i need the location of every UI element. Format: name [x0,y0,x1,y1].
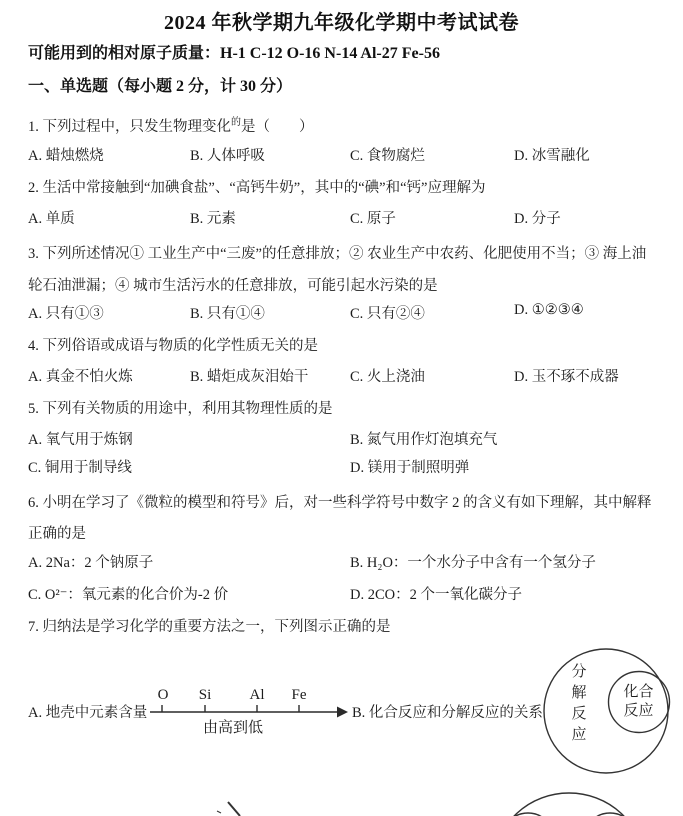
axis-tick-label-al: Al [249,687,265,703]
question-3-options [0,302,683,324]
question-1-stem-pre: 1. 下列过程中，只发生物理变化 [28,119,231,135]
question-1-superscript: 的 [231,117,241,128]
question-5-option-b: B. 氮气用作灯泡填充气 [350,432,498,448]
question-2-option-b: B. 元素 [190,211,236,227]
page-title: 2024 年秋学期九年级化学期中考试试卷 [164,12,519,34]
question-4-option-d: D. 玉不琢不成器 [514,369,619,385]
cutoff-diagram-fragments [217,793,643,816]
atomic-mass-note: 可能用到的相对原子质量：H-1 C-12 O-16 N-14 Al-27 Fe-56 [28,45,440,62]
axis-tick-label-fe: Fe [291,687,307,703]
question-4-option-a: A. 真金不怕火炼 [28,369,133,385]
question-4-option-b: B. 蜡炬成灰泪始干 [190,369,309,385]
question-6-option-a: A. 2Na：2 个钠原子 [28,555,154,571]
venn-inner-label: 化合反应 [623,684,654,719]
question-5-stem: 5. 下列有关物质的用途中，利用其物理性质的是 [28,401,333,417]
question-1-options [0,144,683,166]
question-5-option-a: A. 氧气用于炼钢 [28,432,133,448]
question-6-options-row-2 [0,583,683,605]
question-5-options-row-2 [0,456,683,478]
question-6-option-b: B. H₂O：一个水分子中含有一个氢分子 [350,555,596,571]
axis-arrowhead [337,707,348,718]
question-3-option-b: B. 只有①④ [190,306,265,322]
question-7-option-a-label: A. 地壳中元素含量 [28,705,148,721]
question-5-options-row-1 [0,428,683,450]
cutoff-diagonal-stroke [228,802,240,816]
question-3-stem: 3. 下列所述情况① 工业生产中“三废”的任意排放；② 农业生产中农药、化肥使用不当；③ 海上油轮石油泄漏；④ 城市生活污水的任意排放，可能引起水污染的是 [28,246,647,294]
cutoff-small-mark [217,811,221,813]
question-2-stem: 2. 生活中常接触到“加碘食盐”、“高钙牛奶”，其中的“碘”和“钙”应理解为 [28,180,486,196]
question-6-stem: 6. 小明在学习了《微粒的模型和符号》后，对一些科学符号中数字 2 的含义有如下理解，其中解释正确的是 [28,495,652,542]
question-1-option-a: A. 蜡烛燃烧 [28,148,104,164]
section-heading: 一、单选题（每小题 2 分，计 30 分） [28,78,293,95]
axis-tick-label-o: O [157,687,169,703]
question-6-options-row-1 [0,551,683,573]
question-3-option-d: D. ①②③④ [514,302,584,318]
question-3-option-a: A. 只有①③ [28,306,104,322]
question-1-option-d: D. 冰雪融化 [514,148,590,164]
cutoff-outer-ellipse [495,793,643,816]
question-7-option-b-label: B. 化合反应和分解反应的关系 [352,705,543,721]
question-1-stem [28,113,314,136]
question-5-option-c: C. 铜用于制导线 [28,460,132,476]
question-1-stem-post: 是（ ） [241,119,314,135]
question-6-option-d: D. 2CO：2 个一氧化碳分子 [350,587,522,603]
question-4-options [0,365,683,387]
axis-tick-label-si: Si [198,687,212,703]
question-2-options [0,207,683,229]
question-6-option-c: C. O²⁻：氧元素的化合价为-2 价 [28,587,229,603]
question-2-option-d: D. 分子 [514,211,561,227]
question-1-option-b: B. 人体呼吸 [190,148,265,164]
element-abundance-axis [150,705,338,712]
question-2-option-a: A. 单质 [28,211,75,227]
venn-outer-label: 分解反应 [571,664,587,743]
question-1-option-c: C. 食物腐烂 [350,148,425,164]
question-5-option-d: D. 镁用于制照明弹 [350,460,470,476]
axis-caption: 由高到低 [203,720,264,736]
question-2-option-c: C. 原子 [350,211,396,227]
question-3-option-c: C. 只有②④ [350,306,425,322]
question-4-stem: 4. 下列俗语或成语与物质的化学性质无关的是 [28,338,318,354]
question-7-stem: 7. 归纳法是学习化学的重要方法之一，下列图示正确的是 [28,619,391,635]
question-4-option-c: C. 火上浇油 [350,369,425,385]
